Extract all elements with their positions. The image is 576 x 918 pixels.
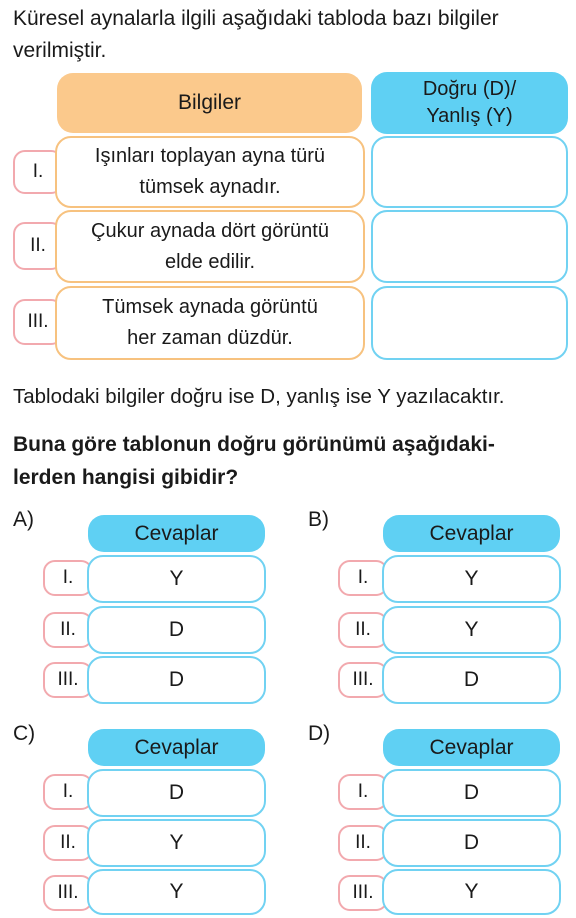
option-letter-a: A) xyxy=(13,508,34,531)
answer-blank-cell xyxy=(371,136,568,208)
answer-roman-label: III. xyxy=(43,662,93,698)
answers-header: Cevaplar xyxy=(88,729,265,766)
answer-cell: Y xyxy=(382,555,561,603)
answer-cell: Y xyxy=(87,819,266,867)
row-roman-label: II. xyxy=(13,222,63,270)
option-letter-c: C) xyxy=(13,722,36,745)
question-line2: lerden hangisi gibidir? xyxy=(13,466,239,489)
answer-cell: Y xyxy=(382,869,561,915)
info-text-line2: her zaman düzdür. xyxy=(127,327,293,349)
row-roman-label: III. xyxy=(13,299,63,345)
info-text-line1: Tümsek aynada görüntü xyxy=(102,296,318,318)
answer-blank-cell xyxy=(371,286,568,360)
intro-text-line1: Küresel aynalarla ilgili aşağıdaki tabloda bazı bilgiler xyxy=(13,7,499,30)
answer-roman-label: I. xyxy=(43,560,93,596)
answer-blank-cell xyxy=(371,210,568,283)
answer-cell: Y xyxy=(382,606,561,654)
answer-roman-label: III. xyxy=(43,875,93,911)
answer-cell: Y xyxy=(87,555,266,603)
answer-roman-label: III. xyxy=(338,875,388,911)
table-header-answer-line2: Yanlış (Y) xyxy=(426,105,513,127)
option-letter-d: D) xyxy=(308,722,331,745)
row-roman-label: I. xyxy=(13,150,63,194)
info-text-line2: tümsek aynadır. xyxy=(139,176,281,198)
table-info-cell xyxy=(55,286,365,360)
instruction-text: Tablodaki bilgiler doğru ise D, yanlış ise Y yazılacaktır. xyxy=(13,385,505,408)
answer-cell: Y xyxy=(87,869,266,915)
option-letter-b: B) xyxy=(308,508,329,531)
info-text-line2: elde edilir. xyxy=(164,250,256,273)
intro-text-line2: verilmiştir. xyxy=(13,39,107,62)
answer-cell: D xyxy=(87,606,266,654)
info-text-line1: Işınları toplayan ayna türü xyxy=(94,145,326,167)
answer-roman-label: III. xyxy=(338,662,388,698)
answer-cell: D xyxy=(382,656,561,704)
table-info-cell xyxy=(55,210,365,283)
answers-header: Cevaplar xyxy=(383,515,560,552)
answer-roman-label: II. xyxy=(43,612,93,648)
info-text-line1: Çukur aynada dört görüntü xyxy=(91,219,329,242)
answer-roman-label: I. xyxy=(338,774,388,810)
answers-header: Cevaplar xyxy=(383,729,560,766)
answer-roman-label: II. xyxy=(338,612,388,648)
answer-cell: D xyxy=(382,769,561,817)
answer-cell: D xyxy=(87,656,266,704)
answer-roman-label: I. xyxy=(43,774,93,810)
answer-cell: D xyxy=(382,819,561,867)
table-header-answer xyxy=(371,72,568,134)
answer-roman-label: I. xyxy=(338,560,388,596)
answer-roman-label: II. xyxy=(338,825,388,861)
table-header-answer-line1: Doğru (D)/ xyxy=(422,78,517,100)
answer-cell: D xyxy=(87,769,266,817)
table-info-cell xyxy=(55,136,365,208)
answers-header: Cevaplar xyxy=(88,515,265,552)
question-line1: Buna göre tablonun doğru görünümü aşağıdaki- xyxy=(13,433,495,456)
answer-roman-label: II. xyxy=(43,825,93,861)
table-header-info: Bilgiler xyxy=(57,73,362,133)
